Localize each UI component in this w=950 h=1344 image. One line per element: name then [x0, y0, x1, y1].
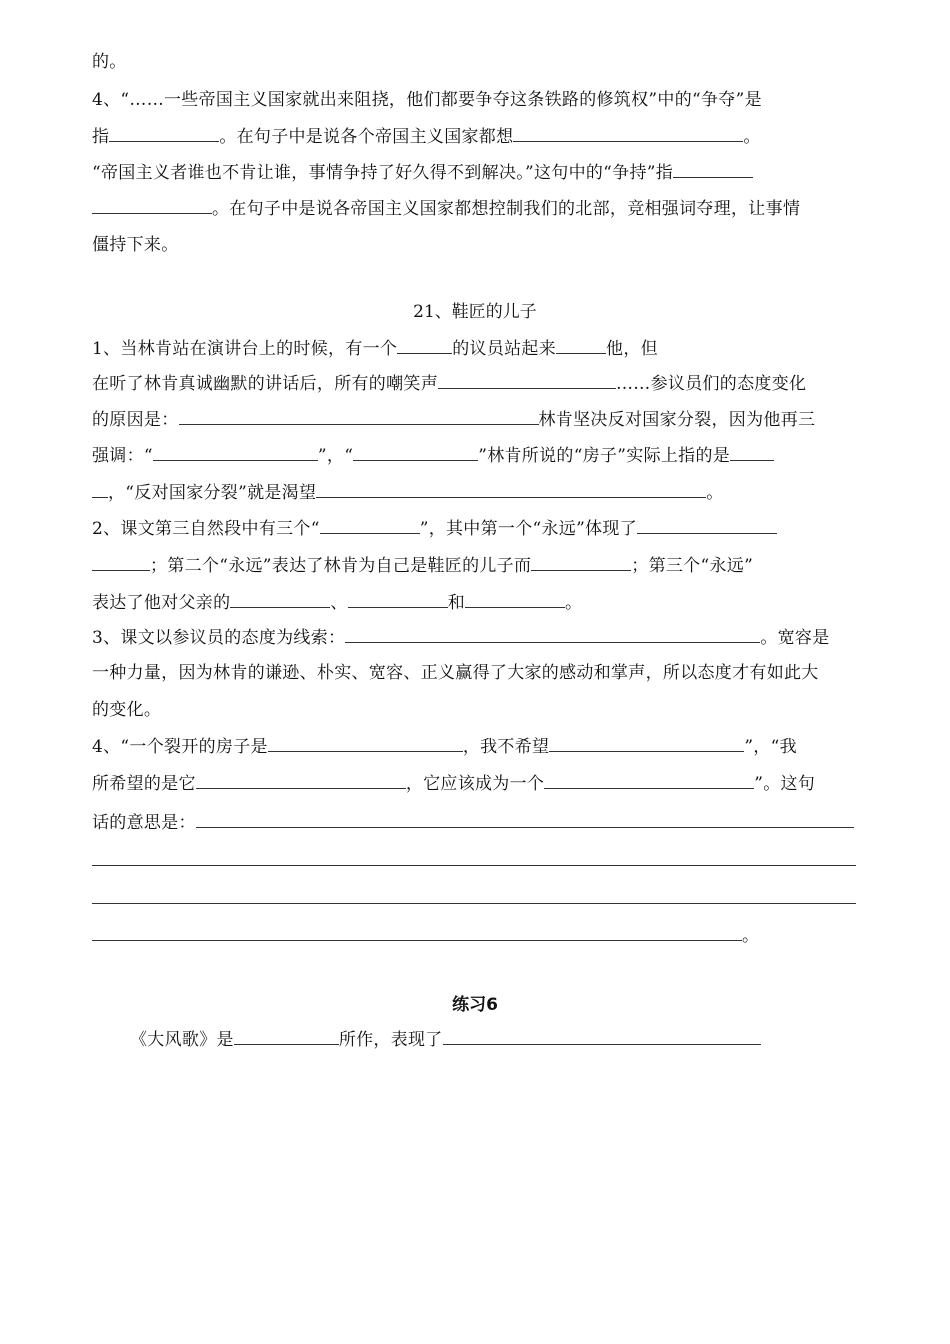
answer-blank[interactable]: [196, 771, 406, 789]
text: 。: [706, 483, 724, 503]
answer-line[interactable]: [92, 902, 856, 904]
sec20-line3: [92, 124, 862, 149]
text: ，它应该成为一个: [405, 774, 545, 794]
answer-blank[interactable]: [179, 407, 539, 425]
text: 话的意思是：: [92, 813, 196, 833]
answer-line[interactable]: [92, 864, 856, 866]
text: 的变化。: [92, 700, 162, 720]
q1-line1: [92, 336, 862, 361]
sec20-line2: [92, 88, 862, 112]
answer-blank[interactable]: [637, 516, 777, 534]
exercise-title: 练习6: [452, 995, 498, 1015]
q1-line4: [92, 443, 862, 468]
text: 。在句子中是说各帝国主义国家都想控制我们的北部，竞相强词夺理，让事情: [212, 199, 801, 219]
text: 。宽容是: [760, 628, 830, 648]
answer-blank[interactable]: [234, 1027, 339, 1045]
text: 《大风歌》是: [130, 1030, 234, 1050]
answer-blank[interactable]: [673, 160, 753, 178]
answer-blank[interactable]: [465, 590, 565, 608]
text: 、: [330, 593, 348, 613]
answer-blank[interactable]: [549, 734, 744, 752]
q2-line1: [92, 516, 862, 541]
section-title: 21、鞋匠的儿子: [413, 302, 537, 322]
answer-blank[interactable]: [513, 124, 743, 142]
answer-blank[interactable]: [92, 553, 150, 571]
question-4-text: 4、“……一些帝国主义国家就出来阻挠，他们都要争夺这条铁路的修筑权”中的“争夺”是: [92, 90, 762, 110]
answer-blank[interactable]: [92, 923, 742, 941]
answer-blank[interactable]: [353, 443, 478, 461]
text: ”，“: [317, 446, 354, 466]
answer-blank[interactable]: [348, 590, 448, 608]
sec20-line1: [92, 50, 862, 74]
text: ，我不希望: [462, 737, 550, 757]
text: 僵持下来。: [92, 235, 179, 255]
q3-line2: [92, 661, 862, 685]
ex6-line1: [130, 1027, 830, 1052]
q2-line3: [92, 590, 862, 615]
q4-line3: [92, 810, 862, 835]
text: 强调：“: [92, 446, 153, 466]
q3-line1: [92, 625, 862, 650]
answer-blank[interactable]: [397, 336, 452, 354]
q1-line5: [92, 480, 862, 505]
text: ，“反对国家分裂”就是渴望: [108, 483, 317, 503]
q1-line3: [92, 407, 862, 432]
text: 3、课文以参议员的态度为线索：: [92, 628, 346, 648]
text: ”，其中第一个“永远”体现了: [419, 519, 637, 539]
answer-blank[interactable]: [196, 810, 854, 828]
text: 在听了林肯真诚幽默的讲话后，所有的嘲笑声: [92, 374, 438, 394]
text: 。在句子中是说各个帝国主义国家都想: [219, 127, 514, 147]
text: “帝国主义者谁也不肯让谁，事情争持了好久得不到解决。”这句中的“争持”指: [92, 163, 674, 183]
text: 1、当林肯站在演讲台上的时候，有一个: [92, 339, 398, 359]
text: 林肯坚决反对国家分裂，因为他再三: [538, 410, 816, 430]
text: 指: [92, 127, 110, 147]
text: 4、“一个裂开的房子是: [92, 737, 268, 757]
text: 。: [565, 593, 583, 613]
q3-line3: [92, 698, 862, 722]
q1-line2: [92, 371, 862, 396]
answer-blank[interactable]: [730, 443, 774, 461]
text: 的。: [92, 52, 127, 72]
text: 所希望的是它: [92, 774, 196, 794]
sec20-line4: [92, 160, 862, 185]
answer-blank[interactable]: [230, 590, 330, 608]
answer-blank[interactable]: [438, 371, 616, 389]
q4-line2: [92, 771, 862, 796]
text: 他，但: [606, 339, 658, 359]
answer-blank[interactable]: [531, 553, 631, 571]
q2-line2: [92, 553, 862, 578]
text: 表达了他对父亲的: [92, 593, 231, 613]
text: 和: [447, 593, 466, 613]
text: 。: [742, 926, 760, 946]
answer-blank[interactable]: [316, 480, 706, 498]
text: ……参议员们的态度变化: [616, 374, 807, 394]
q4-line6: [92, 923, 862, 948]
text: 一种力量，因为林肯的谦逊、朴实、宽容、正义赢得了大家的感动和掌声，所以态度才有如此大: [92, 663, 819, 683]
text: ；第二个“永远”表达了林肯为自己是鞋匠的儿子而: [150, 556, 532, 576]
text: 的原因是：: [92, 410, 179, 430]
text: 所作，表现了: [338, 1030, 443, 1050]
text: 2、课文第三自然段中有三个“: [92, 519, 320, 539]
text: ”，“我: [744, 737, 797, 757]
answer-blank[interactable]: [544, 771, 754, 789]
answer-blank[interactable]: [345, 625, 760, 643]
text: ；第三个“永远”: [631, 556, 754, 576]
sec20-line5: [92, 196, 862, 221]
text: 的议员站起来: [452, 339, 557, 359]
q4-line1: [92, 734, 862, 759]
text: ”林肯所说的“房子”实际上指的是: [478, 446, 731, 466]
answer-blank[interactable]: [153, 443, 318, 461]
text: 。: [743, 127, 761, 147]
text: ”。这句: [754, 774, 816, 794]
answer-blank[interactable]: [92, 480, 108, 498]
answer-blank[interactable]: [320, 516, 420, 534]
answer-blank[interactable]: [556, 336, 606, 354]
sec20-line6: [92, 233, 862, 257]
answer-blank[interactable]: [443, 1027, 761, 1045]
answer-blank[interactable]: [268, 734, 463, 752]
answer-blank[interactable]: [92, 196, 212, 214]
answer-blank[interactable]: [109, 124, 219, 142]
